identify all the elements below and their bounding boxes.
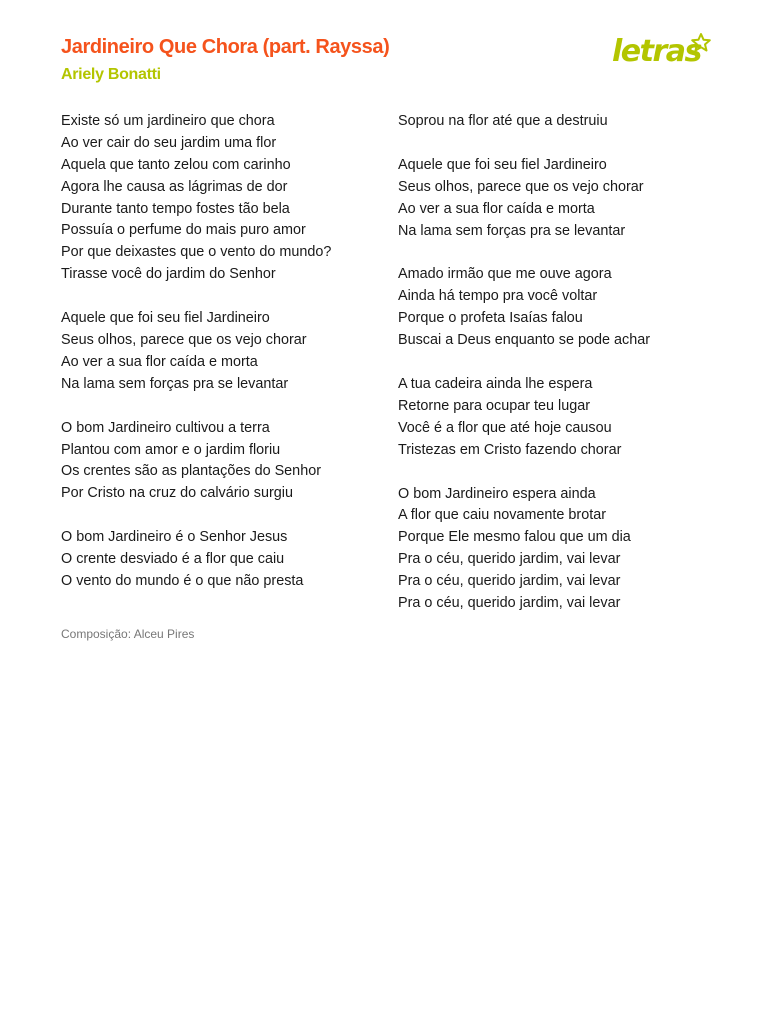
- lyric-line: Aquela que tanto zelou com carinho: [61, 156, 291, 173]
- lyric-line: Amado irmão que me ouve agora: [398, 266, 612, 283]
- artist-name: Ariely Bonatti: [61, 66, 161, 83]
- lyric-line: Na lama sem forças pra se levantar: [61, 375, 289, 392]
- lyric-line: Aquele que foi seu fiel Jardineiro: [61, 310, 270, 327]
- lyric-line: Retorne para ocupar teu lugar: [398, 397, 590, 414]
- lyric-line: Porque o profeta Isaías falou: [398, 310, 583, 327]
- stanza: [61, 111, 381, 286]
- lyric-line: O bom Jardineiro é o Senhor Jesus: [61, 529, 288, 546]
- stanza: [398, 484, 718, 615]
- lyrics-right-column: [398, 111, 718, 637]
- lyric-line: A tua cadeira ainda lhe espera: [398, 376, 593, 393]
- lyric-line: Buscai a Deus enquanto se pode achar: [398, 332, 651, 349]
- lyric-line: Soprou na flor até que a destruiu: [398, 113, 608, 129]
- lyric-line: Ao ver a sua flor caída e morta: [61, 353, 258, 370]
- letras-logo: [610, 30, 714, 72]
- letras-logo-text: letras: [612, 34, 701, 69]
- lyric-line: Tirasse você do jardim do Senhor: [61, 266, 276, 283]
- lyric-line: Por Cristo na cruz do calvário surgiu: [61, 485, 293, 502]
- lyric-line: Ao ver cair do seu jardim uma flor: [61, 134, 277, 151]
- lyric-line: Agora lhe causa as lágrimas de dor: [61, 178, 288, 195]
- lyric-line: Você é a flor que até hoje causou: [398, 419, 612, 436]
- lyric-line: Por que deixastes que o vento do mundo?: [61, 244, 332, 261]
- lyric-line: A flor que caiu novamente brotar: [398, 507, 606, 524]
- lyric-line: Aquele que foi seu fiel Jardineiro: [398, 156, 607, 173]
- stanza: [61, 527, 381, 593]
- lyric-line: Pra o céu, querido jardim, vai levar: [398, 573, 621, 590]
- lyric-line: Seus olhos, parece que os vejo chorar: [398, 178, 644, 195]
- lyric-line: Possuía o perfume do mais puro amor: [61, 222, 306, 239]
- lyric-line: Seus olhos, parece que os vejo chorar: [61, 332, 307, 349]
- lyric-line: Os crentes são as plantações do Senhor: [61, 463, 321, 480]
- composer-credits: Composição: Alceu Pires: [61, 627, 195, 641]
- lyrics-left-column: [61, 111, 381, 615]
- stanza: [398, 264, 718, 352]
- lyric-line: Tristezas em Cristo fazendo chorar: [398, 441, 622, 458]
- song-title: Jardineiro Que Chora (part. Rayssa): [61, 36, 390, 58]
- stanza: [61, 308, 381, 396]
- stanza: [398, 111, 718, 133]
- lyric-line: Ao ver a sua flor caída e morta: [398, 200, 595, 217]
- stanza: [61, 418, 381, 506]
- lyric-line: Na lama sem forças pra se levantar: [398, 222, 626, 239]
- lyric-line: Pra o céu, querido jardim, vai levar: [398, 595, 621, 612]
- stanza: [398, 374, 718, 462]
- lyric-line: Existe só um jardineiro que chora: [61, 113, 275, 129]
- stanza: [398, 155, 718, 243]
- lyric-line: O bom Jardineiro espera ainda: [398, 485, 596, 502]
- lyric-line: Porque Ele mesmo falou que um dia: [398, 529, 631, 546]
- lyric-line: O bom Jardineiro cultivou a terra: [61, 419, 270, 436]
- lyric-line: Durante tanto tempo fostes tão bela: [61, 200, 290, 217]
- lyric-line: Ainda há tempo pra você voltar: [398, 288, 598, 305]
- lyric-line: O vento do mundo é o que não presta: [61, 573, 304, 590]
- lyric-line: Pra o céu, querido jardim, vai levar: [398, 551, 621, 568]
- lyric-line: O crente desviado é a flor que caiu: [61, 551, 285, 568]
- lyric-line: Plantou com amor e o jardim floriu: [61, 441, 281, 458]
